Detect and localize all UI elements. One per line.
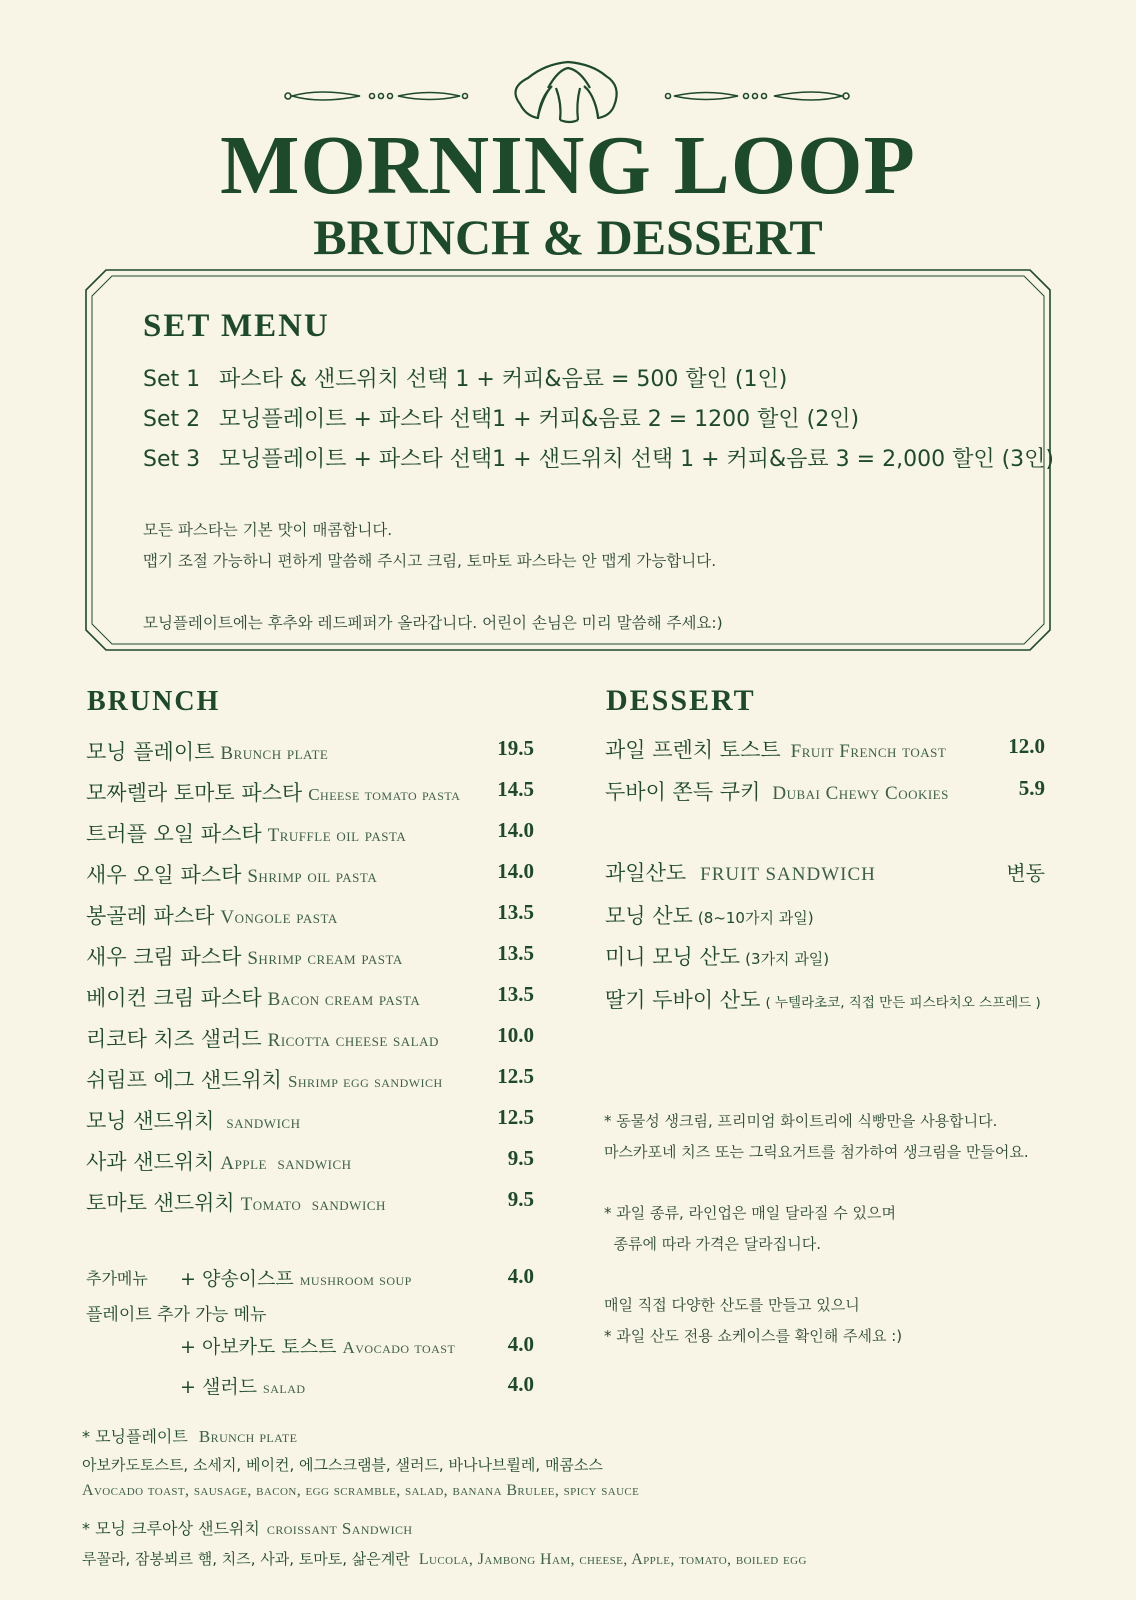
dessert-note: 마스카포네 치즈 또는 그릭요거트를 첨가하여 생크림을 만들어요. — [604, 1143, 1029, 1161]
item-price: 14.0 — [497, 818, 534, 842]
croissant-ingredients-kr: 루꼴라, 잠봉뵈르 햄, 치즈, 사과, 토마토, 삶은계란 — [82, 1550, 410, 1568]
item-price: 9.5 — [507, 1187, 534, 1211]
item-price: 변동 — [1006, 861, 1045, 885]
item-name-en: Bacon cream pasta — [267, 989, 421, 1010]
item-name-kr: 쉬림프 에그 샌드위치 — [86, 1068, 282, 1092]
item-name-en: Dubai Chewy Cookies — [772, 783, 949, 804]
sando-note: (8~10가지 과일) — [697, 909, 814, 927]
item-name-en: Cheese tomato pasta — [308, 785, 461, 804]
item-name-en: Truffle oil pasta — [267, 825, 407, 846]
sando-item — [605, 984, 1045, 1016]
item-name-kr: 토마토 샌드위치 — [86, 1191, 235, 1215]
sando-name: 미니 모닝 산도 — [605, 945, 741, 969]
set-desc: 모닝플레이트 + 파스타 선택1 + 샌드위치 선택 1 + 커피&음료 3 = 2,000 할인 (3인) — [219, 447, 1054, 472]
item-name-kr: 새우 오일 파스타 — [86, 863, 242, 887]
item-name-en: sandwich — [226, 1112, 301, 1133]
menu-item — [605, 734, 1045, 766]
menu-item — [86, 900, 534, 932]
item-price: 14.5 — [497, 777, 534, 801]
set-note: 맵기 조절 가능하니 편하게 말씀해 주시고 크림, 토마토 파스타는 안 맵게 가능합니다. — [143, 552, 717, 570]
item-name-kr: 새우 크림 파스타 — [86, 945, 242, 969]
sando-note: (3가지 과일) — [745, 950, 830, 968]
extra-item — [180, 1264, 534, 1296]
dessert-note: * 과일 산도 전용 쇼케이스를 확인해 주세요 :) — [604, 1327, 903, 1345]
extra-item — [180, 1372, 534, 1404]
croissant-title-en: croissant Sandwich — [266, 1519, 413, 1538]
croissant-icon — [516, 62, 617, 122]
plate-ingredients-en: Avocado toast, sausage, bacon, egg scramble, salad, banana Brulee, spicy sauce — [82, 1482, 640, 1499]
item-name-en: Fruit French toast — [790, 741, 947, 762]
plate-ingredients-kr: 아보카도토스트, 소세지, 베이컨, 에그스크램블, 샐러드, 바나나브륄레, 매콤소스 — [82, 1456, 603, 1474]
dessert-note: 종류에 따라 가격은 달라집니다. — [604, 1235, 821, 1253]
extra-price: 4.0 — [507, 1264, 534, 1288]
set-item — [143, 442, 1054, 473]
item-name-en: Shrimp oil pasta — [247, 866, 378, 887]
extra-name-kr: + 샐러드 — [180, 1376, 258, 1398]
item-price: 13.5 — [497, 982, 534, 1006]
page-title: MORNING LOOP — [220, 119, 916, 212]
menu-item — [86, 859, 534, 891]
set-desc: 모닝플레이트 + 파스타 선택1 + 커피&음료 2 = 1200 할인 (2인) — [219, 407, 860, 432]
extra-name-kr: + 양송이스프 — [180, 1268, 294, 1290]
item-name-en: Ricotta cheese salad — [267, 1030, 439, 1051]
set-note: 모닝플레이트에는 후추와 레드페퍼가 올라갑니다. 어린이 손님은 미리 말씀해 주세요:) — [143, 614, 723, 632]
menu-item — [86, 1064, 534, 1096]
dessert-heading: DESSERT — [606, 684, 756, 717]
menu-item — [86, 1105, 534, 1137]
sando-note: ( 누텔라초코, 직접 만든 피스타치오 스프레드 ) — [765, 995, 1041, 1011]
item-name-kr: 모짜렐라 토마토 파스타 — [86, 781, 303, 805]
extras-label-2: 플레이트 추가 가능 메뉴 — [86, 1305, 267, 1325]
extra-price: 4.0 — [507, 1372, 534, 1396]
set-item — [143, 402, 859, 433]
set-id: Set 2 — [143, 407, 201, 432]
item-price: 12.5 — [497, 1105, 534, 1129]
menu-item — [86, 818, 534, 850]
item-name-kr: 리코타 치즈 샐러드 — [86, 1027, 262, 1051]
item-price: 13.5 — [497, 941, 534, 965]
plate-title-kr: * 모닝플레이트 — [82, 1427, 188, 1446]
dessert-note: * 동물성 생크림, 프리미엄 화이트리에 식빵만을 사용합니다. — [604, 1112, 998, 1130]
item-name-kr: 사과 샌드위치 — [86, 1150, 215, 1174]
set-id: Set 1 — [143, 367, 201, 392]
extra-name-en: salad — [263, 1378, 306, 1397]
item-price: 12.5 — [497, 1064, 534, 1088]
item-price: 13.5 — [497, 900, 534, 924]
set-item — [143, 362, 787, 393]
extra-name-en: Avocado toast — [342, 1338, 456, 1357]
item-price: 12.0 — [1008, 734, 1045, 758]
sando-name: 딸기 두바이 산도 — [605, 988, 761, 1012]
menu-item — [605, 776, 1045, 808]
item-name-kr: 모닝 플레이트 — [86, 740, 215, 764]
sando-header — [605, 857, 1045, 889]
extra-price: 4.0 — [507, 1332, 534, 1356]
extra-name-en: mushroom soup — [299, 1270, 412, 1289]
item-name-en: Shrimp egg sandwich — [287, 1072, 443, 1091]
page-subtitle: BRUNCH & DESSERT — [313, 209, 823, 265]
item-name-en: FRUIT SANDWICH — [700, 864, 876, 885]
set-id: Set 3 — [143, 447, 201, 472]
item-name-kr: 모닝 샌드위치 — [86, 1109, 215, 1133]
item-name-kr: 두바이 쫀득 쿠키 — [605, 780, 761, 804]
item-name-kr: 과일 프렌치 토스트 — [605, 738, 781, 762]
item-name-kr: 트러플 오일 파스타 — [86, 822, 262, 846]
menu-item — [86, 1023, 534, 1055]
extras-label: 추가메뉴 — [86, 1269, 148, 1288]
croissant-ingredients-en: Lucola, Jambong Ham, cheese, Apple, tomato, boiled egg — [418, 1551, 807, 1568]
menu-item — [86, 1146, 534, 1178]
menu-item — [86, 777, 534, 809]
brunch-heading: BRUNCH — [87, 686, 221, 717]
set-menu-heading: SET MENU — [143, 308, 330, 344]
item-price: 19.5 — [497, 736, 534, 760]
croissant-description-title — [82, 1516, 413, 1539]
item-price: 14.0 — [497, 859, 534, 883]
item-name-en: Tomato sandwich — [240, 1194, 386, 1215]
sando-item — [605, 941, 1045, 973]
item-name-en: Brunch plate — [220, 743, 329, 764]
menu-item — [86, 736, 534, 768]
menu-item — [86, 1187, 534, 1219]
set-desc: 파스타 & 샌드위치 선택 1 + 커피&음료 = 500 할인 (1인) — [219, 367, 788, 392]
dessert-note: * 과일 종류, 라인업은 매일 달라질 수 있으며 — [604, 1204, 896, 1222]
menu-item — [86, 941, 534, 973]
item-name-en: Apple sandwich — [220, 1153, 352, 1174]
extra-item — [180, 1332, 534, 1364]
item-name-en: Vongole pasta — [220, 907, 338, 928]
item-price: 10.0 — [497, 1023, 534, 1047]
item-name-kr: 과일산도 — [605, 861, 687, 885]
croissant-title-kr: * 모닝 크루아상 샌드위치 — [82, 1519, 260, 1538]
item-name-kr: 베이컨 크림 파스타 — [86, 986, 262, 1010]
extra-name-kr: + 아보카도 토스트 — [180, 1336, 337, 1358]
dessert-note: 매일 직접 다양한 산도를 만들고 있으니 — [604, 1296, 860, 1314]
item-name-kr: 봉골레 파스타 — [86, 904, 215, 928]
set-note: 모든 파스타는 기본 맛이 매콤합니다. — [143, 521, 393, 539]
menu-item — [86, 982, 534, 1014]
item-price: 9.5 — [507, 1146, 534, 1170]
croissant-ingredients — [82, 1548, 807, 1569]
plate-description-title — [82, 1424, 297, 1447]
item-name-en: Shrimp cream pasta — [247, 948, 403, 969]
plate-title-en: Brunch plate — [198, 1427, 298, 1446]
sando-item — [605, 900, 1045, 932]
sando-name: 모닝 산도 — [605, 904, 693, 928]
item-price: 5.9 — [1018, 776, 1045, 800]
